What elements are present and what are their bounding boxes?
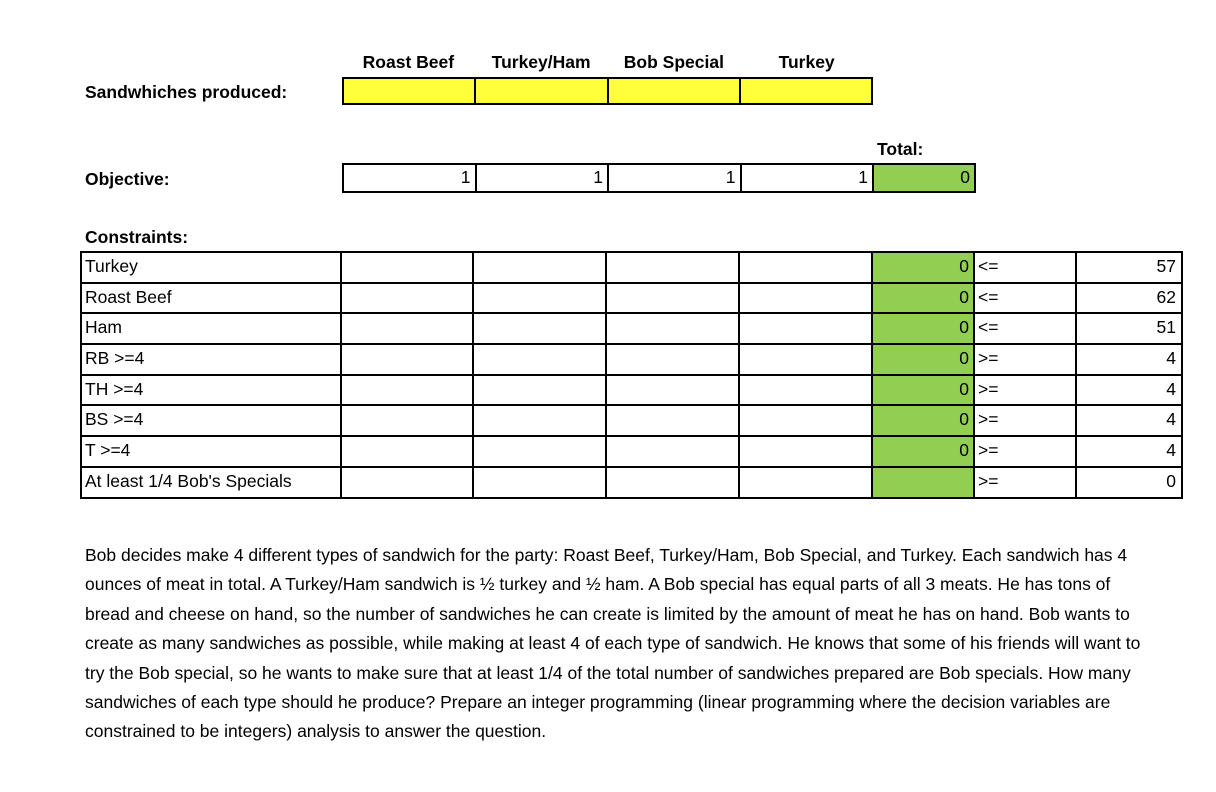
constraint-row-quarter-bob-specials — [82, 468, 1181, 497]
constraint-lhs-value: 0 — [873, 345, 975, 374]
constraint-lhs-value: 0 — [873, 253, 975, 282]
constraint-coef-cell — [342, 376, 474, 405]
constraint-operator: >= — [975, 468, 1077, 497]
constraint-row-turkey — [82, 253, 1181, 284]
produced-input-cell-bob-special[interactable] — [609, 79, 741, 103]
constraint-rhs-value: 4 — [1166, 348, 1176, 369]
constraint-coef-cell — [740, 314, 873, 343]
constraint-name: TH >=4 — [82, 376, 342, 405]
constraint-lhs-value — [873, 468, 975, 497]
produced-input-row — [342, 77, 873, 105]
objective-coefficient-cell: 1 — [477, 165, 610, 191]
column-header-bob-special: Bob Special — [623, 52, 724, 72]
constraint-rhs-value: 4 — [1166, 409, 1176, 430]
objective-row — [342, 163, 976, 193]
constraint-coef-cell — [607, 314, 740, 343]
constraint-coef-cell — [342, 345, 474, 374]
constraint-name: BS >=4 — [82, 406, 342, 435]
constraint-coef-cell — [342, 406, 474, 435]
constraint-rhs-value: 62 — [1156, 286, 1176, 307]
constraint-coef-cell — [342, 437, 474, 466]
constraints-label: Constraints: — [85, 227, 189, 247]
constraint-operator: >= — [975, 437, 1077, 466]
constraint-name: Turkey — [82, 253, 342, 282]
constraint-coef-cell — [740, 284, 873, 313]
produced-input-cell-turkey[interactable] — [741, 79, 871, 103]
constraint-coef-cell — [607, 376, 740, 405]
objective-coefficient-cell: 1 — [742, 165, 875, 191]
constraint-name: Ham — [82, 314, 342, 343]
constraint-coef-cell — [342, 468, 474, 497]
constraint-row-ham — [82, 314, 1181, 345]
constraint-operator: >= — [975, 406, 1077, 435]
objective-coefficient-cell: 1 — [609, 165, 742, 191]
constraint-coef-cell — [474, 437, 607, 466]
constraint-name: Roast Beef — [82, 284, 342, 313]
constraint-coef-cell — [474, 406, 607, 435]
constraint-coef-cell — [607, 253, 740, 282]
constraint-coef-cell — [740, 406, 873, 435]
constraint-coef-cell — [342, 284, 474, 313]
constraint-name: RB >=4 — [82, 345, 342, 374]
constraints-table — [80, 251, 1183, 499]
constraint-rhs-value: 0 — [1166, 470, 1176, 491]
constraint-name: At least 1/4 Bob's Specials — [82, 468, 342, 497]
constraint-rhs-value: 57 — [1156, 256, 1176, 276]
total-label: Total: — [877, 139, 924, 159]
constraint-coef-cell — [607, 437, 740, 466]
column-header-roast-beef: Roast Beef — [362, 52, 455, 72]
constraint-operator: >= — [975, 376, 1077, 405]
constraint-coef-cell — [607, 468, 740, 497]
constraint-coef-cell — [474, 345, 607, 374]
constraint-coef-cell — [342, 253, 474, 282]
objective-total-cell: 0 — [874, 165, 974, 191]
produced-input-cell-turkey-ham[interactable] — [476, 79, 608, 103]
constraint-row-t-min — [82, 437, 1181, 468]
constraint-coef-cell — [740, 437, 873, 466]
column-header-turkey-ham: Turkey/Ham — [491, 52, 591, 72]
constraint-coef-cell — [740, 468, 873, 497]
objective-label: Objective: — [85, 169, 170, 189]
column-header-turkey: Turkey — [778, 52, 835, 72]
constraint-coef-cell — [740, 376, 873, 405]
constraint-coef-cell — [474, 468, 607, 497]
constraint-coef-cell — [607, 284, 740, 313]
constraint-coef-cell — [474, 314, 607, 343]
constraint-coef-cell — [607, 345, 740, 374]
constraint-operator: >= — [975, 345, 1077, 374]
produced-label: Sandwhiches produced: — [85, 82, 288, 102]
constraint-rhs-value: 4 — [1166, 378, 1176, 399]
constraint-coef-cell — [474, 376, 607, 405]
constraint-name: T >=4 — [82, 437, 342, 466]
constraint-coef-cell — [740, 345, 873, 374]
constraint-lhs-value: 0 — [873, 314, 975, 343]
constraint-rhs-value: 4 — [1166, 440, 1176, 461]
objective-coefficient-cell: 1 — [344, 165, 477, 191]
constraint-coef-cell — [607, 406, 740, 435]
constraint-row-th-min — [82, 376, 1181, 407]
constraint-coef-cell — [474, 253, 607, 282]
constraint-row-bs-min — [82, 406, 1181, 437]
constraint-coef-cell — [474, 284, 607, 313]
constraint-coef-cell — [740, 253, 873, 282]
constraint-operator: <= — [975, 284, 1077, 313]
produced-input-cell-roast-beef[interactable] — [344, 79, 476, 103]
constraint-operator: <= — [975, 253, 1077, 282]
constraint-row-roast-beef — [82, 284, 1181, 315]
constraint-lhs-value: 0 — [873, 376, 975, 405]
constraint-lhs-value: 0 — [873, 406, 975, 435]
variable-headers-row — [342, 50, 873, 74]
constraint-row-rb-min — [82, 345, 1181, 376]
constraint-coef-cell — [342, 314, 474, 343]
constraint-operator: <= — [975, 314, 1077, 343]
constraint-lhs-value: 0 — [873, 437, 975, 466]
problem-statement: Bob decides make 4 different types of sandwich for the party: Roast Beef, Turkey/Ham, Bob Special, and Turkey. Each sandwich has 4 ounces of meat in total. A Turkey/Ham sandwich is ½ turkey and ½ ham. A Bob special has equal parts of all 3 meats. He has tons of bread and cheese on hand, so the number of sandwiches he can create is limited by the amount of meat he has on hand. Bob wants to create as many sandwiches as possible, while making at least 4 of each type of sandwich. He knows that some of his friends will want to try the Bob special, so he wants to make sure that at least 1/4 of the total number of sandwiches prepared are Bob specials. How many sandwiches of each type should he produce? Prepare an integer programming (linear programming where the decision variables are constrained to be integers) analysis to answer the question. — [85, 545, 1141, 742]
constraint-rhs-value: 51 — [1156, 317, 1176, 338]
constraint-lhs-value: 0 — [873, 284, 975, 313]
